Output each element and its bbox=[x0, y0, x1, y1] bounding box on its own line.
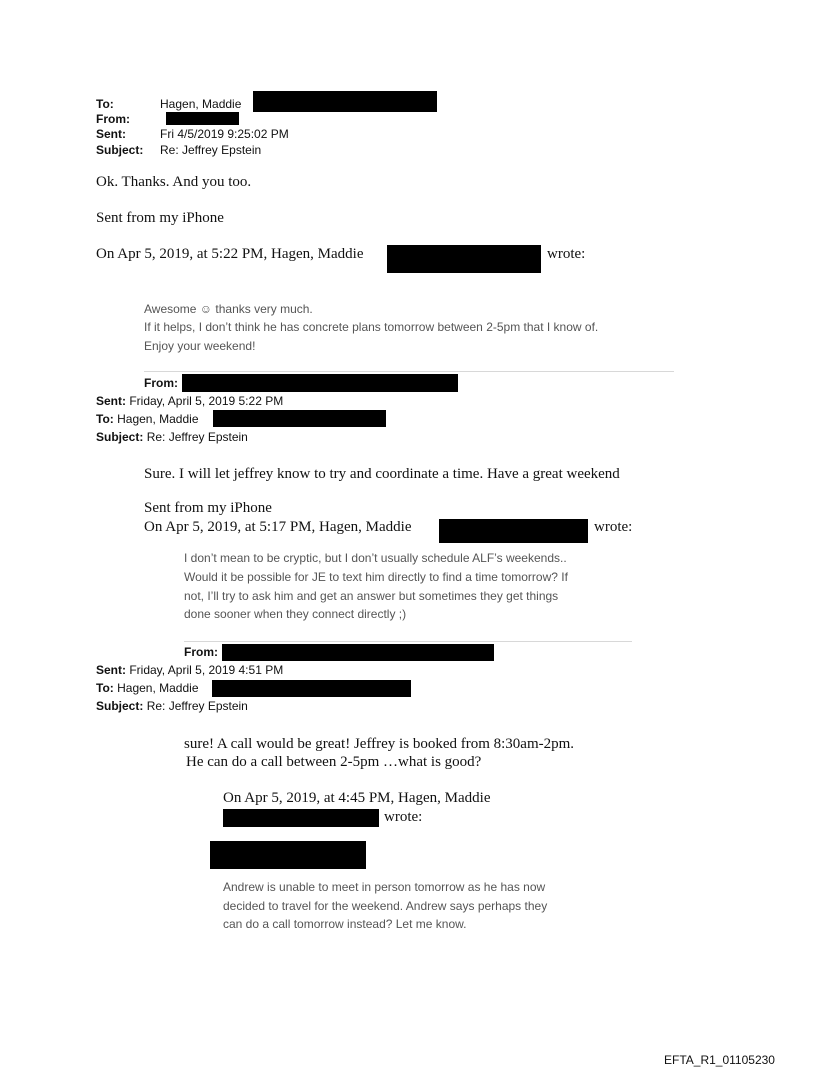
sent-value: Fri 4/5/2019 9:25:02 PM bbox=[160, 127, 289, 141]
sent-label: Sent: bbox=[96, 663, 126, 677]
redaction-box bbox=[212, 680, 411, 697]
to-value: Hagen, Maddie bbox=[117, 681, 199, 695]
subject-value: Re: Jeffrey Epstein bbox=[160, 143, 262, 157]
quoted-line: Enjoy your weekend! bbox=[144, 339, 256, 353]
reply-body-line: He can do a call between 2-5pm …what is good? bbox=[186, 754, 482, 770]
subject-label: Subject: bbox=[96, 430, 144, 444]
reply-body: Sure. I will let jeffrey know to try and coordinate a time. Have a great weekend bbox=[144, 466, 620, 482]
quote-intro: On Apr 5, 2019, at 5:17 PM, Hagen, Maddie bbox=[144, 519, 412, 535]
subject-value: Re: Jeffrey Epstein bbox=[146, 699, 248, 713]
redaction-box bbox=[210, 841, 366, 869]
sent-label: Sent: bbox=[96, 127, 126, 141]
from-label: From: bbox=[184, 645, 218, 659]
quote-intro-wrote: wrote: bbox=[547, 246, 586, 262]
quoted-line: If it helps, I don’t think he has concrete plans tomorrow between 2-5pm that I know of. bbox=[144, 320, 599, 334]
to-value: Hagen, Maddie bbox=[160, 97, 242, 111]
quoted-line: Awesome ☺ thanks very much. bbox=[144, 302, 313, 316]
subject-value: Re: Jeffrey Epstein bbox=[146, 430, 248, 444]
to-value: Hagen, Maddie bbox=[117, 412, 199, 426]
to-label: To: bbox=[96, 97, 114, 111]
quote-intro: On Apr 5, 2019, at 4:45 PM, Hagen, Maddie bbox=[223, 790, 491, 806]
from-label: From: bbox=[144, 376, 178, 390]
to-label: To: bbox=[96, 412, 114, 426]
quoted-line: Andrew is unable to meet in person tomorrow as he has now bbox=[223, 880, 546, 894]
redaction-box bbox=[253, 91, 437, 112]
quote-intro-wrote: wrote: bbox=[384, 809, 423, 825]
redaction-box bbox=[166, 112, 239, 125]
quoted-line: decided to travel for the weekend. Andrew says perhaps they bbox=[223, 899, 548, 913]
quoted-line: Would it be possible for JE to text him directly to find a time tomorrow? If bbox=[184, 570, 568, 584]
reply-signature: Sent from my iPhone bbox=[96, 210, 224, 226]
reply-signature: Sent from my iPhone bbox=[144, 500, 272, 516]
redaction-box bbox=[387, 245, 541, 273]
from-label: From: bbox=[96, 112, 130, 126]
bates-number: EFTA_R1_01105230 bbox=[664, 1053, 775, 1067]
redaction-box bbox=[182, 374, 458, 392]
redaction-box bbox=[213, 410, 386, 427]
redaction-box bbox=[439, 519, 588, 543]
quoted-line: done sooner when they connect directly ;) bbox=[184, 607, 407, 621]
reply-body-line: sure! A call would be great! Jeffrey is booked from 8:30am-2pm. bbox=[184, 736, 575, 752]
subject-label: Subject: bbox=[96, 699, 144, 713]
sent-label: Sent: bbox=[96, 394, 126, 408]
sent-value: Friday, April 5, 2019 4:51 PM bbox=[129, 663, 284, 677]
quoted-line: not, I’ll try to ask him and get an answer but sometimes they get things bbox=[184, 589, 559, 603]
divider bbox=[144, 371, 674, 372]
sent-value: Friday, April 5, 2019 5:22 PM bbox=[129, 394, 284, 408]
quote-intro-wrote: wrote: bbox=[594, 519, 633, 535]
quoted-line: can do a call tomorrow instead? Let me know. bbox=[223, 917, 467, 931]
subject-label: Subject: bbox=[96, 143, 144, 157]
reply-body: Ok. Thanks. And you too. bbox=[96, 174, 252, 190]
to-label: To: bbox=[96, 681, 114, 695]
quote-intro: On Apr 5, 2019, at 5:22 PM, Hagen, Maddie bbox=[96, 246, 364, 262]
redaction-box bbox=[222, 644, 494, 661]
redaction-box bbox=[223, 809, 379, 827]
divider bbox=[184, 641, 632, 642]
quoted-line: I don’t mean to be cryptic, but I don’t usually schedule ALF’s weekends.. bbox=[184, 551, 567, 565]
